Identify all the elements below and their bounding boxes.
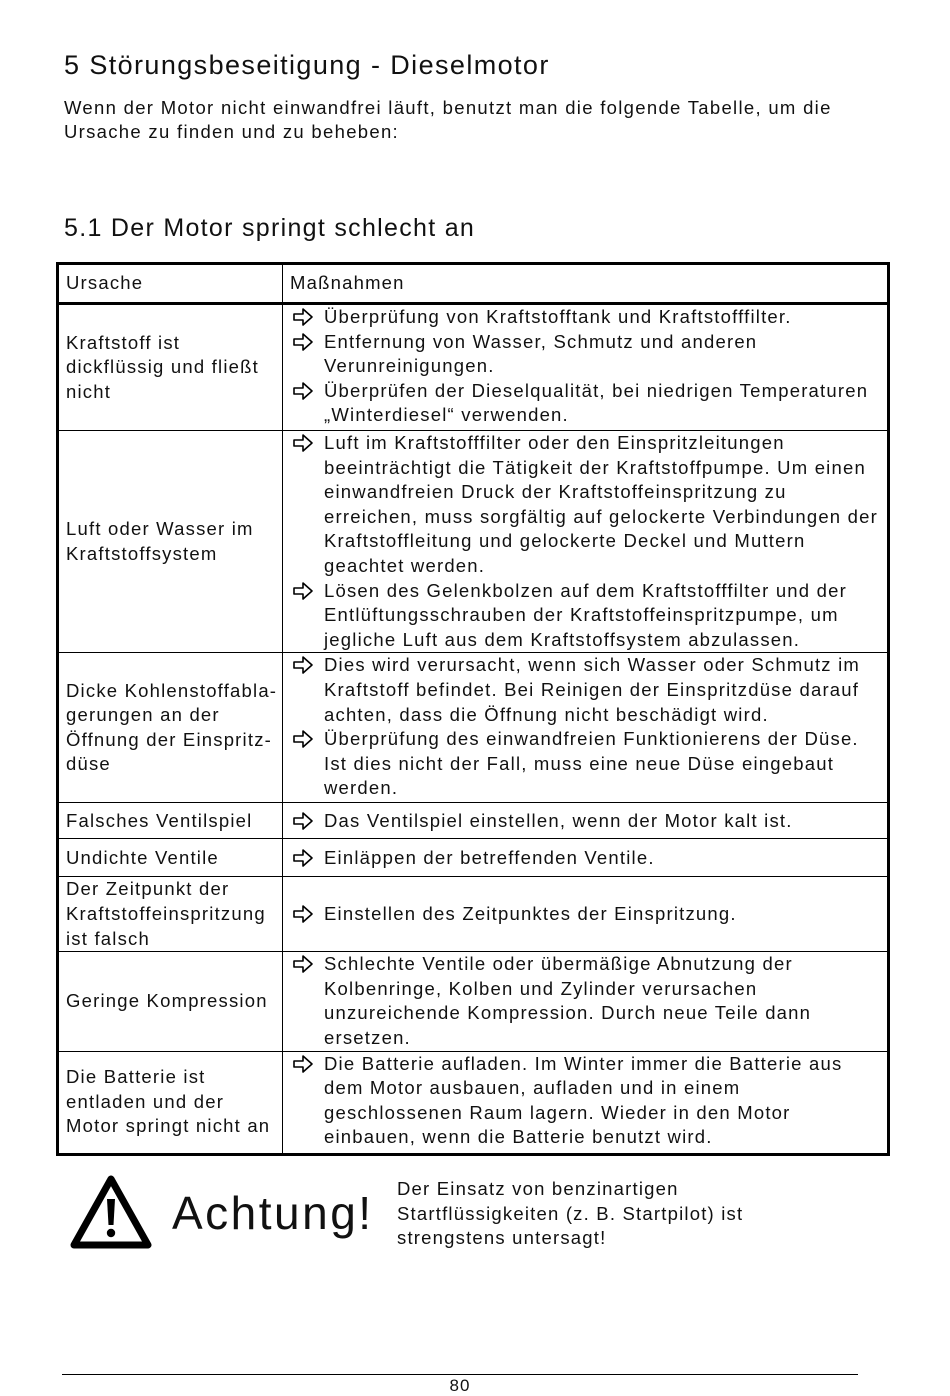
measure-text: Entfernung von Wasser, Schmutz und anderen Verunreinigungen. xyxy=(324,330,758,377)
warning-triangle-icon xyxy=(70,1175,152,1249)
cause-cell: Falsches Ventilspiel xyxy=(58,803,283,839)
table-header-row xyxy=(58,264,889,304)
list-item xyxy=(290,952,883,1050)
table-body xyxy=(58,304,889,1155)
measures-cell xyxy=(283,839,889,877)
arrow-right-icon xyxy=(292,332,314,352)
measures-cell xyxy=(283,803,889,839)
table-row xyxy=(58,1051,889,1154)
list-item xyxy=(290,579,883,653)
arrow-right-icon xyxy=(292,1054,314,1074)
cause-cell: Die Batterie ist entladen und der Motor springt nicht an xyxy=(58,1051,283,1154)
measures-list xyxy=(290,1052,883,1150)
arrow-right-icon xyxy=(292,729,314,749)
arrow-right-icon xyxy=(292,433,314,453)
arrow-right-icon xyxy=(292,811,314,831)
measure-text: Schlechte Ventile oder übermäßige Abnutzung der Kolbenringe, Kolben und Zylinder verursachen unzureichende Kompression. Durch neue Teile dann ersetzen. xyxy=(324,953,812,1048)
list-item xyxy=(290,902,883,927)
measures-cell xyxy=(283,952,889,1051)
list-item xyxy=(290,379,883,428)
cause-cell: Kraftstoff ist dickflüssig und fließt nicht xyxy=(58,304,283,431)
measures-cell xyxy=(283,304,889,431)
arrow-right-icon xyxy=(292,904,314,924)
table-row xyxy=(58,952,889,1051)
measures-list xyxy=(290,305,883,428)
section-heading: 5 Störungsbeseitigung - Dieselmotor xyxy=(64,50,550,80)
page-number: 80 xyxy=(449,1376,471,1395)
header-measures: Maßnahmen xyxy=(283,264,889,304)
warning-title: Achtung! xyxy=(172,1187,374,1239)
measures-list xyxy=(290,431,883,652)
table-row xyxy=(58,839,889,877)
measures-cell xyxy=(283,1051,889,1154)
arrow-right-icon xyxy=(292,381,314,401)
measure-text: Einstellen des Zeitpunktes der Einspritzung. xyxy=(324,902,737,924)
measure-text: Einläppen der betreffenden Ventile. xyxy=(324,846,655,868)
measure-text: Die Batterie aufladen. Im Winter immer die Batterie aus dem Motor ausbauen, aufladen und in einem geschlossenen Raum lagern. Wieder in den Motor einbauen, wenn die Batterie benutzt wird. xyxy=(324,1052,843,1148)
list-item xyxy=(290,727,883,801)
measure-text: Luft im Kraftstofffilter oder den Einspritzleitungen beeinträchtigt die Tätigkeit der Kraftstoffpumpe. Um einen einwandfreien Druck der Kraftstoffeinspritzung zu erreichen, muss sorgfältig auf gelockerte Verbindungen der Kraftstoffleitung und gelockerte Deckel und Muttern geachtet werden. xyxy=(324,432,878,576)
table-row xyxy=(58,431,889,653)
warning-text: Der Einsatz von benzinartigen Startflüssigkeiten (z. B. Startpilot) ist strengstens untersagt! xyxy=(397,1178,744,1248)
measure-text: Überprüfen der Dieselqualität, bei niedrigen Temperaturen „Winterdiesel“ verwenden. xyxy=(324,379,869,426)
measure-text: Das Ventilspiel einstellen, wenn der Motor kalt ist. xyxy=(324,809,793,831)
measure-text: Dies wird verursacht, wenn sich Wasser oder Schmutz im Kraftstoff befindet. Bei Reinigen der Einspritzdüse darauf achten, dass die Öffnung nicht beschädigt wird. xyxy=(324,654,861,725)
measures-list xyxy=(290,902,883,927)
measures-cell xyxy=(283,877,889,952)
measure-text: Lösen des Gelenkbolzen auf dem Kraftstofffilter und der Entlüftungsschrauben der Kraftstoffeinspritzpumpe, um jegliche Luft aus dem Kraftstoffsystem abzulassen. xyxy=(324,579,847,650)
list-item xyxy=(290,809,883,834)
list-item xyxy=(290,431,883,579)
measure-text: Überprüfung des einwandfreien Funktionierens der Düse. Ist dies nicht der Fall, muss eine neue Düse eingebaut werden. xyxy=(324,728,859,799)
arrow-right-icon xyxy=(292,581,314,601)
cause-cell: Undichte Ventile xyxy=(58,839,283,877)
arrow-right-icon xyxy=(292,307,314,327)
troubleshooting-table xyxy=(56,262,890,1156)
measures-cell xyxy=(283,431,889,653)
measure-text: Überprüfung von Kraftstofftank und Kraftstofffilter. xyxy=(324,306,792,327)
measures-list xyxy=(290,653,883,801)
measures-list xyxy=(290,846,883,871)
list-item xyxy=(290,846,883,871)
arrow-right-icon xyxy=(292,848,314,868)
measures-list xyxy=(290,952,883,1050)
measures-cell xyxy=(283,653,889,803)
list-item xyxy=(290,653,883,727)
list-item xyxy=(290,1052,883,1150)
cause-cell: Luft oder Wasser im Kraftstoffsystem xyxy=(58,431,283,653)
table-row xyxy=(58,803,889,839)
cause-cell: Dicke Kohlenstoffabla-gerungen an der Öffnung der Einspritz-düse xyxy=(58,653,283,803)
list-item xyxy=(290,305,883,330)
subsection-heading: 5.1 Der Motor springt schlecht an xyxy=(64,214,476,242)
cause-cell: Geringe Kompression xyxy=(58,952,283,1051)
table-row xyxy=(58,304,889,431)
arrow-right-icon xyxy=(292,954,314,974)
list-item xyxy=(290,330,883,379)
cause-cell: Der Zeitpunkt der Kraftstoffeinspritzung ist falsch xyxy=(58,877,283,952)
arrow-right-icon xyxy=(292,655,314,675)
measures-list xyxy=(290,809,883,834)
footer-divider xyxy=(62,1374,858,1375)
intro-paragraph: Wenn der Motor nicht einwandfrei läuft, benutzt man die folgende Tabelle, um die Ursache zu finden und zu beheben: xyxy=(64,97,832,142)
header-cause: Ursache xyxy=(58,264,283,304)
table-row xyxy=(58,653,889,803)
table-row xyxy=(58,877,889,952)
